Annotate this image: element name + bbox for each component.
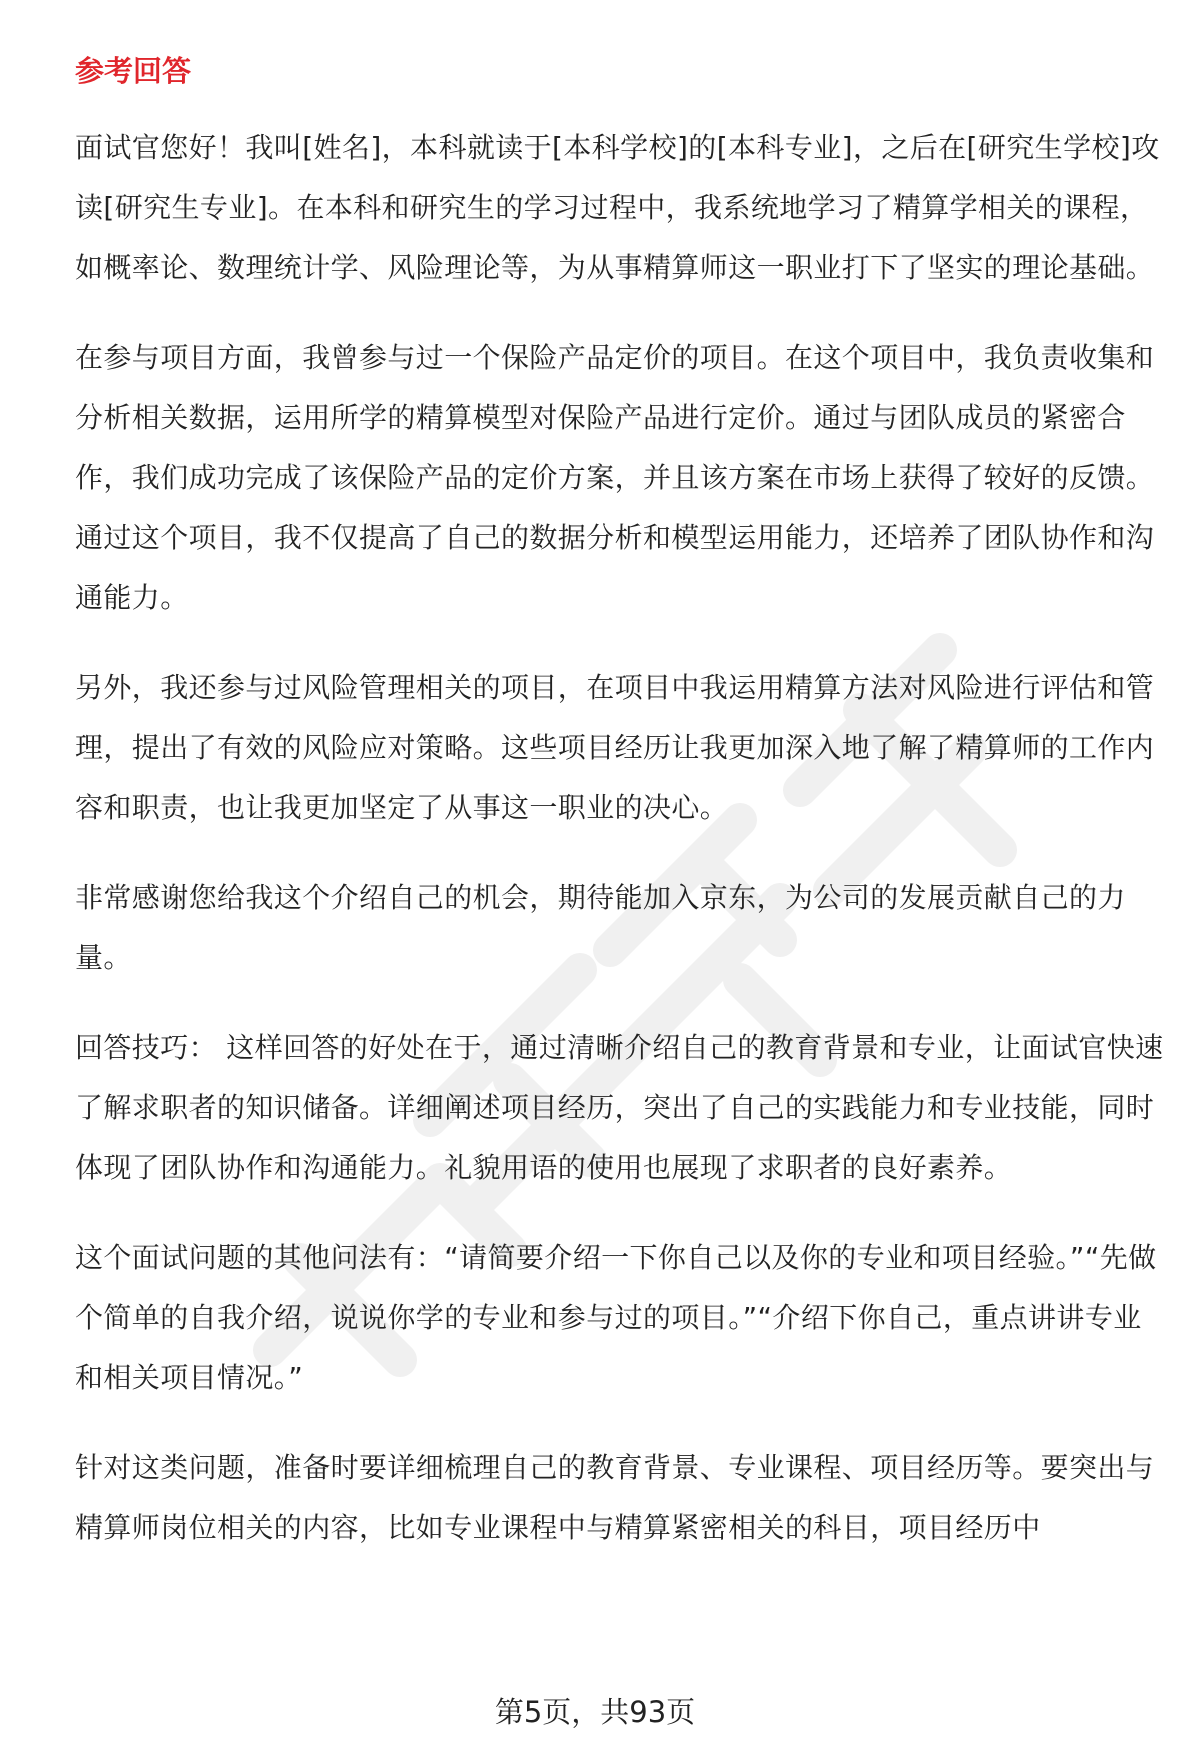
paragraph-project-pricing: 在参与项目方面，我曾参与过一个保险产品定价的项目。在这个项目中，我负责收集和分析相关数据，运用所学的精算模型对保险产品进行定价。通过与团队成员的紧密合作，我们成功完成了该保险产品的定价方案，并且该方案在市场上获得了较好的反馈。通过这个项目，我不仅提高了自己的数据分析和模型运用能力，还培养了团队协作和沟通能力。	[75, 341, 1155, 614]
page-number: 第5页，共93页	[494, 1695, 696, 1729]
paragraph-answer-tips: 回答技巧： 这样回答的好处在于，通过清晰介绍自己的教育背景和专业，让面试官快速了解求职者的知识储备。详细阐述项目经历，突出了自己的实践能力和专业技能，同时体现了团队协作和沟通能力。礼貌用语的使用也展现了求职者的良好素养。	[75, 1031, 1164, 1184]
paragraph-intro: 面试官您好！我叫[姓名]，本科就读于[本科学校]的[本科专业]，之后在[研究生学校]攻读[研究生专业]。在本科和研究生的学习过程中，我系统地学习了精算学相关的课程，如概率论、数理统计学、风险理论等，为从事精算师这一职业打下了坚实的理论基础。	[75, 131, 1160, 284]
main-content	[75, 48, 1170, 1588]
paragraph-closing: 非常感谢您给我这个介绍自己的机会，期待能加入京东，为公司的发展贡献自己的力量。	[75, 881, 1126, 974]
paragraph-alternative-questions: 这个面试问题的其他问法有：“请简要介绍一下你自己以及你的专业和项目经验。”“先做个简单的自我介绍，说说你学的专业和参与过的项目。”“介绍下你自己，重点讲讲专业和相关项目情况。”	[75, 1241, 1157, 1394]
paragraph-project-risk: 另外，我还参与过风险管理相关的项目，在项目中我运用精算方法对风险进行评估和管理，提出了有效的风险应对策略。这些项目经历让我更加深入地了解了精算师的工作内容和职责，也让我更加坚定了从事这一职业的决心。	[75, 671, 1155, 824]
section-heading: 参考回答	[75, 54, 192, 88]
paragraph-preparation: 针对这类问题，准备时要详细梳理自己的教育背景、专业课程、项目经历等。要突出与精算师岗位相关的内容，比如专业课程中与精算紧密相关的科目，项目经历中	[75, 1451, 1155, 1544]
